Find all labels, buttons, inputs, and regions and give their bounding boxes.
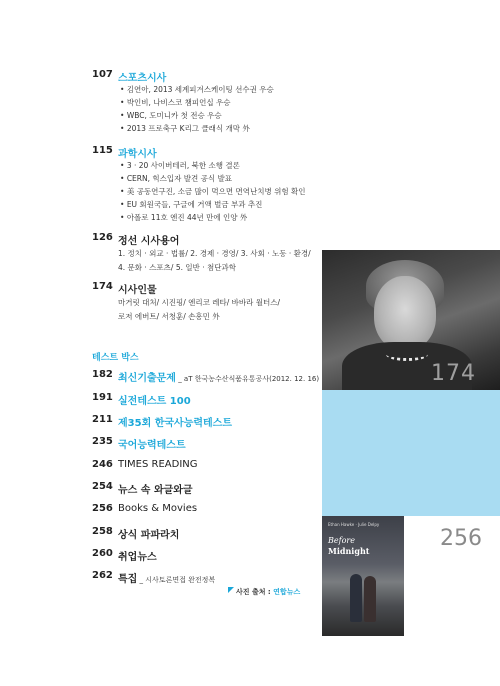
section-title-terms[interactable]: 정선 시사용어 (118, 236, 180, 247)
section-title-sports[interactable]: 스포츠시사 (118, 73, 167, 84)
page-number: 182 (92, 369, 113, 380)
section-title-science[interactable]: 과학시사 (118, 149, 157, 160)
test-item-title[interactable]: 제35회 한국사능력테스트 (118, 418, 232, 429)
portrait-photo (322, 250, 500, 390)
list-item: • 3 · 20 사이버테러, 북한 소행 결론 (120, 161, 240, 170)
test-item-title[interactable]: 취업뉴스 (118, 552, 157, 563)
page-number: 235 (92, 436, 113, 447)
test-item-title[interactable]: 상식 파파라치 (118, 530, 180, 541)
section-line: 1. 정치 · 외교 · 법률/ 2. 경제 · 경영/ 3. 사회 · 노동 · 환경/ (118, 249, 311, 258)
list-item: • EU 회원국들, 구글에 거액 벌금 부과 추진 (120, 200, 263, 209)
list-item: • 김연아, 2013 세계피겨스케이팅 선수권 우승 (120, 85, 274, 94)
list-item: • 박인비, 나비스코 챔피언십 우승 (120, 98, 231, 107)
list-item: • 美 공동연구진, 소금 많이 먹으면 면역난치병 위험 확인 (120, 187, 306, 196)
section-line: 4. 문화 · 스포츠/ 5. 일반 · 첨단과학 (118, 263, 236, 272)
portrait-face (374, 276, 436, 350)
test-item-note: _ 시사토론면접 완전정복 (137, 576, 216, 584)
list-item: • WBC, 도미니카 첫 전승 우승 (120, 111, 222, 120)
poster-figure (364, 576, 376, 622)
page-number: 262 (92, 570, 113, 581)
section-line: 로저 에버트/ 서청훈/ 손흥민 外 (118, 312, 220, 321)
section-line: 마거릿 대처/ 시진핑/ 엔리코 레타/ 바바라 월터스/ (118, 298, 281, 307)
test-item-title[interactable]: 뉴스 속 와글와글 (118, 485, 193, 496)
page-number: 126 (92, 232, 113, 243)
test-item-title[interactable]: 국어능력테스트 (118, 440, 186, 451)
page-number: 260 (92, 548, 113, 559)
test-item-title[interactable]: 최신기출문제 _ aT 한국농수산식품유통공사(2012. 12. 16) (118, 373, 320, 384)
movie-poster (322, 516, 404, 636)
section-title-people[interactable]: 시사인물 (118, 285, 157, 296)
page-number: 256 (92, 503, 113, 514)
test-item-note: _ aT 한국농수산식품유통공사(2012. 12. 16) (175, 375, 320, 383)
page-number: 258 (92, 526, 113, 537)
page-number: 107 (92, 69, 113, 80)
test-item-title[interactable]: TIMES READING (118, 459, 198, 470)
page-number: 115 (92, 145, 113, 156)
corner-mark-icon (228, 587, 234, 593)
page-number: 246 (92, 459, 113, 470)
poster-figure (350, 574, 362, 622)
blue-panel (322, 390, 500, 516)
photo-credit: 사진 출처 : 연합뉴스 (228, 587, 300, 597)
test-item-title[interactable]: 특집 _ 시사토론면접 완전정복 (118, 574, 216, 585)
list-item: • 아폴로 11호 엔진 44년 만에 인양 外 (120, 213, 248, 222)
page-number: 191 (92, 392, 113, 403)
test-item-title[interactable]: 실전테스트 100 (118, 396, 191, 407)
test-item-title[interactable]: Books & Movies (118, 503, 198, 514)
page-number: 211 (92, 414, 113, 425)
list-item: • 2013 프로축구 K리그 클래식 개막 外 (120, 124, 250, 133)
portrait-necklace (386, 348, 428, 361)
page-number: 174 (92, 281, 113, 292)
photo-page-number: 256 (440, 526, 482, 551)
photo-page-number: 174 (431, 361, 476, 386)
test-box-title: 테스트 박스 (92, 353, 139, 363)
page-number: 254 (92, 481, 113, 492)
list-item: • CERN, 힉스입자 발견 공식 발표 (120, 174, 232, 183)
poster-credits: Ethan Hawke · Julie Delpy (328, 522, 380, 527)
poster-title: Before Midnight (328, 536, 370, 556)
